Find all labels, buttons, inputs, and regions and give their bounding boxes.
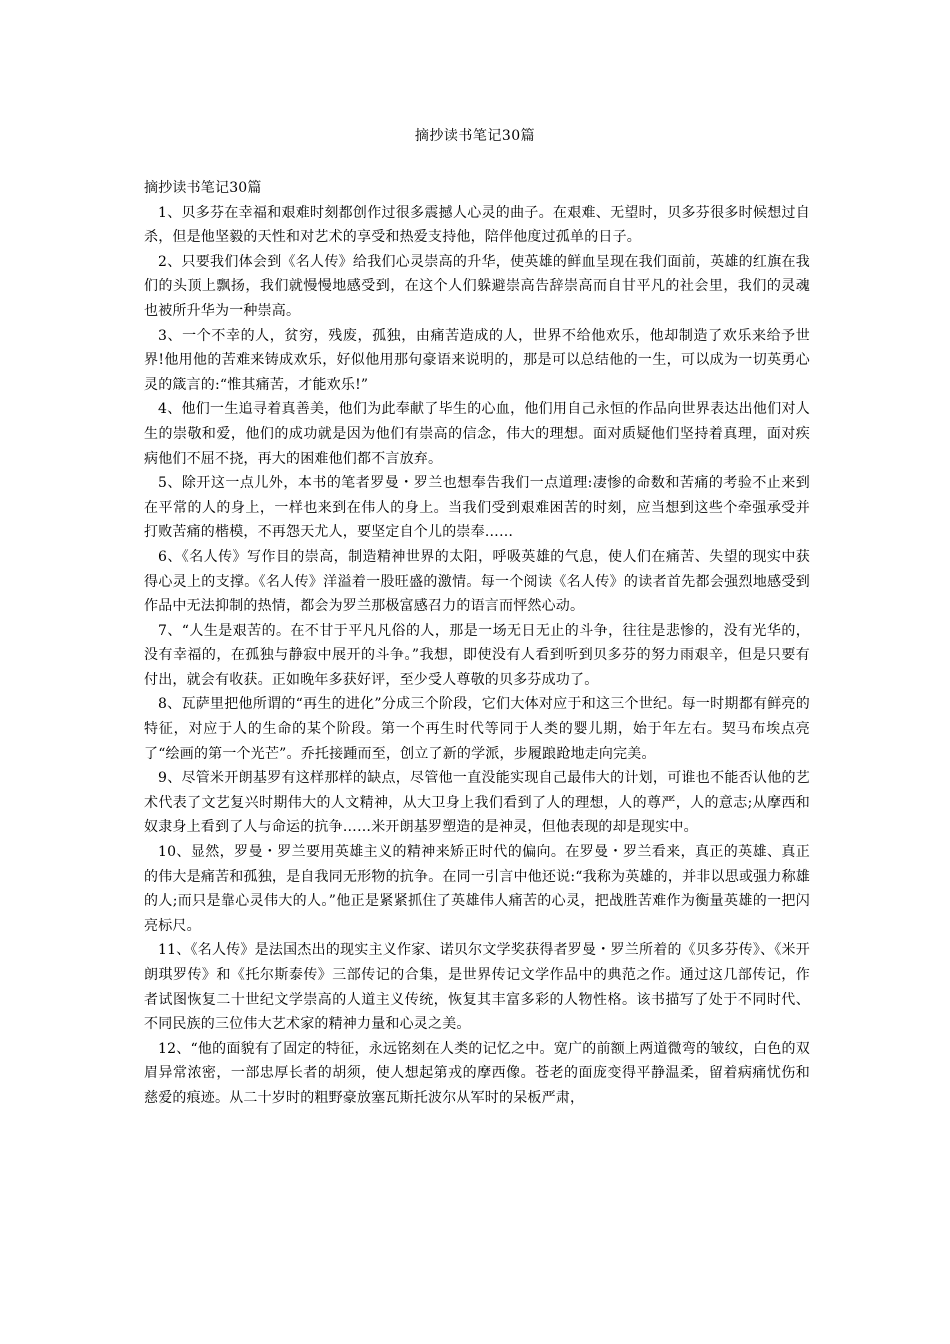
document-title: 摘抄读书笔记30篇: [414, 128, 536, 144]
paragraph-8: 8、瓦萨里把他所谓的“再生的进化”分成三个阶段，它们大体对应于和这三个世纪。每一时期都有鲜亮的特征，对应于人的生命的某个阶段。第一个再生时代等同于人类的婴儿期，始于年左右。契马布埃点亮了“绘画的第一个光芒”。乔托接踵而至，创立了新的学派，步履踉跄地走向完美。: [144, 696, 810, 762]
document-subtitle: 摘抄读书笔记30篇: [144, 180, 262, 196]
paragraph-10: 10、显然，罗曼・罗兰要用英雄主义的精神来矫正时代的偏向。在罗曼・罗兰看来，真正的英雄、真正的伟大是痛苦和孤独，是自我同无形物的抗争。在同一引言中他还说:“我称为英雄的，并非以思或强力称雄的人;而只是靠心灵伟大的人。”他正是紧紧抓住了英雄伟人痛苦的心灵，把战胜苦难作为衡量英雄的一把闪亮标尺。: [144, 844, 810, 934]
paragraph-6: 6、《名人传》写作目的崇高，制造精神世界的太阳，呼吸英雄的气息，使人们在痛苦、失望的现实中获得心灵上的支撑。《名人传》洋溢着一股旺盛的激情。每一个阅读《名人传》的读者首先都会强烈地感受到作品中无法抑制的热情，都会为罗兰那极富感召力的语言而怦然心动。: [144, 548, 810, 615]
paragraph-7: 7、“人生是艰苦的。在不甘于平凡凡俗的人，那是一场无日无止的斗争，往往是悲惨的，没有光华的，没有幸福的，在孤独与静寂中展开的斗争。”我想，即使没有人看到听到贝多芬的努力雨艰辛，但是只要有付出，就会有收获。正如晚年多获好评，至少受人尊敬的贝多芬成功了。: [144, 622, 810, 688]
paragraph-12: 12、“他的面貌有了固定的特征，永远铭刻在人类的记忆之中。宽广的前额上两道微弯的皱纹，白色的双眉异常浓密，一部忠厚长者的胡须，使人想起第戎的摩西像。苍老的面庞变得平静温柔，留着病痛忧伤和慈爱的痕迹。从二十岁时的粗野豪放塞瓦斯托波尔从军时的呆板严肃，: [144, 1040, 810, 1106]
paragraph-2: 2、只要我们体会到《名人传》给我们心灵崇高的升华，使英雄的鲜血呈现在我们面前，英雄的红旗在我们的头顶上飘扬，我们就慢慢地感受到，在这个人们躲避崇高告辞崇高而自甘平凡的社会里，我们的灵魂也被所升华为一种崇高。: [144, 253, 810, 319]
paragraph-1: 1、贝多芬在幸福和艰难时刻都创作过很多震撼人心灵的曲子。在艰难、无望时，贝多芬很多时候想过自杀，但是他坚毅的天性和对艺术的享受和热爱支持他，陪伴他度过孤单的日子。: [144, 204, 810, 246]
paragraph-4: 4、他们一生追寻着真善美，他们为此奉献了毕生的心血，他们用自己永恒的作品向世界表达出他们对人生的崇敬和爱，他们的成功就是因为他们有崇高的信念，伟大的理想。面对质疑他们坚持着真理，面对疾病他们不屈不挠，再大的困难他们都不言放弃。: [144, 401, 810, 467]
paragraph-3: 3、一个不幸的人，贫穷，残废，孤独，由痛苦造成的人，世界不给他欢乐，他却制造了欢乐来给予世界!他用他的苦难来铸成欢乐，好似他用那句豪语来说明的，那是可以总结他的一生，可以成为一切英勇心灵的箴言的:“惟其痛苦，才能欢乐!”: [144, 327, 810, 393]
paragraph-11: 11、《名人传》是法国杰出的现实主义作家、诺贝尔文学奖获得者罗曼・罗兰所着的《贝多芬传》、《米开朗琪罗传》和《托尔斯泰传》三部传记的合集，是世界传记文学作品中的典范之作。通过这几部传记，作者试图恢复二十世纪文学崇高的人道主义传统，恢复其丰富多彩的人物性格。该书描写了处于不同时代、不同民族的三位伟大艺术家的精神力量和心灵之美。: [144, 942, 810, 1033]
paragraph-5: 5、除开这一点儿外，本书的笔者罗曼・罗兰也想奉告我们一点道理:凄惨的命数和苦痛的考验不止来到在平常的人的身上，一样也来到在伟人的身上。当我们受到艰难困苦的时刻，应当想到这些个牵强承受并打败苦痛的楷模，不再怨天尤人，要坚定自个儿的崇奉……: [144, 475, 810, 541]
paragraph-9: 9、尽管米开朗基罗有这样那样的缺点，尽管他一直没能实现自己最伟大的计划，可谁也不能否认他的艺术代表了文艺复兴时期伟大的人文精神，从大卫身上我们看到了人的理想，人的尊严，人的意志;从摩西和奴隶身上看到了人与命运的抗争……米开朗基罗塑造的是神灵，但他表现的却是现实中。: [144, 770, 810, 836]
document-body: [144, 176, 810, 1111]
